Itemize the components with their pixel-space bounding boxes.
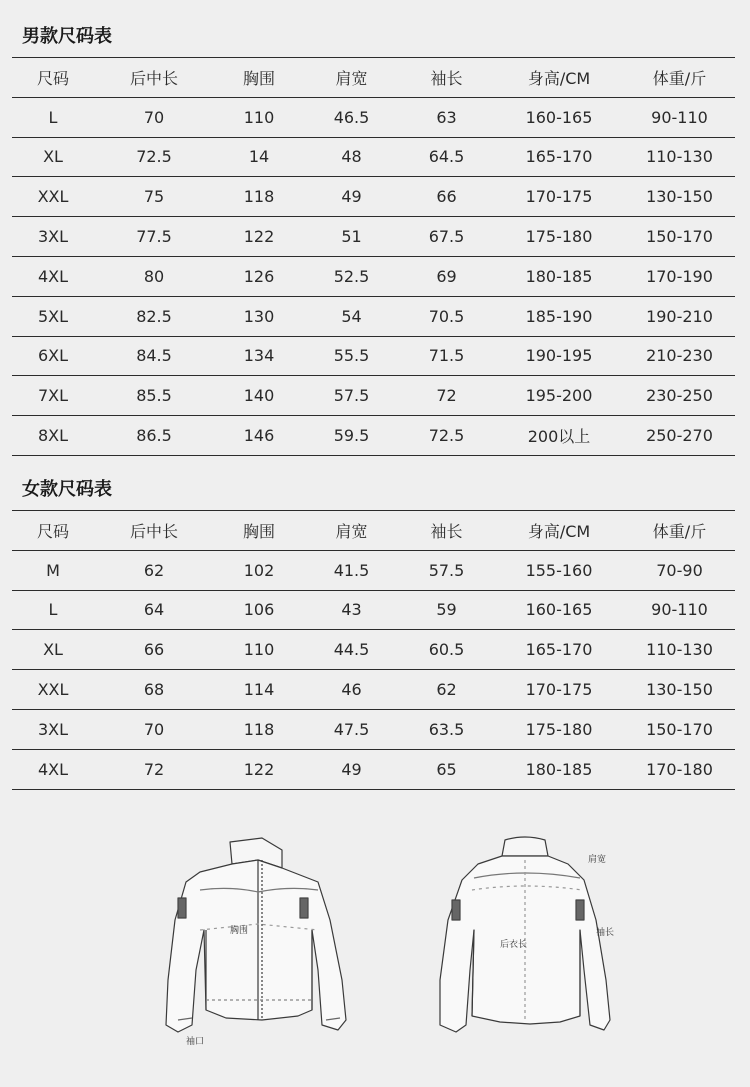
column-header: 尺码 <box>12 511 94 551</box>
chest-label: 胸围 <box>230 926 249 936</box>
table-cell: 170-180 <box>624 749 735 789</box>
table-cell: 70.5 <box>399 296 494 336</box>
table-cell: 170-190 <box>624 256 735 296</box>
table-cell: 230-250 <box>624 376 735 416</box>
table-cell: 118 <box>214 709 304 749</box>
cuff-label: 袖口 <box>186 1037 205 1047</box>
table-cell: 150-170 <box>624 709 735 749</box>
table-cell: XXL <box>12 670 94 710</box>
table-cell: 68 <box>94 670 214 710</box>
table-row <box>12 137 735 177</box>
table-cell: 170-175 <box>494 670 624 710</box>
table-row <box>12 336 735 376</box>
table-cell: 60.5 <box>399 630 494 670</box>
table-cell: M <box>12 550 94 590</box>
table-cell: L <box>12 97 94 137</box>
table-cell: 90-110 <box>624 590 735 630</box>
table-cell: 6XL <box>12 336 94 376</box>
table-cell: 150-170 <box>624 217 735 257</box>
table-cell: 130-150 <box>624 670 735 710</box>
table-cell: 3XL <box>12 709 94 749</box>
table-cell: 180-185 <box>494 749 624 789</box>
table-cell: 190-210 <box>624 296 735 336</box>
table-cell: 70-90 <box>624 550 735 590</box>
table-cell: 64.5 <box>399 137 494 177</box>
table-cell: 122 <box>214 749 304 789</box>
table-cell: 86.5 <box>94 416 214 456</box>
table-cell: 51 <box>304 217 399 257</box>
column-header: 肩宽 <box>304 58 399 98</box>
table-cell: 4XL <box>12 256 94 296</box>
men-size-table <box>12 57 735 456</box>
table-cell: 175-180 <box>494 217 624 257</box>
table-cell: L <box>12 590 94 630</box>
jacket-measurement-illustration <box>0 820 750 1070</box>
table-cell: 67.5 <box>399 217 494 257</box>
column-header: 袖长 <box>399 58 494 98</box>
back-length-label: 后衣长 <box>500 940 528 950</box>
table-cell: 63 <box>399 97 494 137</box>
table-cell: 190-195 <box>494 336 624 376</box>
table-cell: 200以上 <box>494 416 624 456</box>
table-cell: 180-185 <box>494 256 624 296</box>
table-row <box>12 749 735 789</box>
table-cell: 195-200 <box>494 376 624 416</box>
table-row <box>12 709 735 749</box>
table-cell: 62 <box>399 670 494 710</box>
column-header: 身高/CM <box>494 511 624 551</box>
table-cell: 85.5 <box>94 376 214 416</box>
table-row <box>12 590 735 630</box>
column-header: 后中长 <box>94 511 214 551</box>
table-cell: 49 <box>304 749 399 789</box>
table-cell: 250-270 <box>624 416 735 456</box>
table-cell: 54 <box>304 296 399 336</box>
column-header: 后中长 <box>94 58 214 98</box>
table-cell: 175-180 <box>494 709 624 749</box>
table-cell: 106 <box>214 590 304 630</box>
table-cell: 14 <box>214 137 304 177</box>
table-cell: 5XL <box>12 296 94 336</box>
table-row <box>12 416 735 456</box>
table-header-row <box>12 58 735 98</box>
table-cell: 52.5 <box>304 256 399 296</box>
table-cell: 47.5 <box>304 709 399 749</box>
table-cell: 185-190 <box>494 296 624 336</box>
table-cell: 102 <box>214 550 304 590</box>
table-cell: 66 <box>399 177 494 217</box>
sleeve-length-label: 袖长 <box>596 928 615 938</box>
table-cell: 165-170 <box>494 137 624 177</box>
table-cell: 3XL <box>12 217 94 257</box>
table-cell: 72.5 <box>399 416 494 456</box>
column-header: 体重/斤 <box>624 58 735 98</box>
table-cell: XXL <box>12 177 94 217</box>
table-cell: 77.5 <box>94 217 214 257</box>
table-cell: 46 <box>304 670 399 710</box>
table-cell: 110 <box>214 630 304 670</box>
table-row <box>12 376 735 416</box>
table-cell: 72 <box>399 376 494 416</box>
table-row <box>12 177 735 217</box>
table-cell: 66 <box>94 630 214 670</box>
table-row <box>12 296 735 336</box>
table-cell: 72.5 <box>94 137 214 177</box>
table-cell: XL <box>12 137 94 177</box>
table-cell: 165-170 <box>494 630 624 670</box>
column-header: 袖长 <box>399 511 494 551</box>
table-cell: 80 <box>94 256 214 296</box>
table-cell: 118 <box>214 177 304 217</box>
table-cell: XL <box>12 630 94 670</box>
table-row <box>12 550 735 590</box>
table-cell: 160-165 <box>494 590 624 630</box>
table-cell: 62 <box>94 550 214 590</box>
table-cell: 90-110 <box>624 97 735 137</box>
table-cell: 155-160 <box>494 550 624 590</box>
table-cell: 82.5 <box>94 296 214 336</box>
table-cell: 114 <box>214 670 304 710</box>
table-cell: 70 <box>94 97 214 137</box>
table-cell: 140 <box>214 376 304 416</box>
table-cell: 65 <box>399 749 494 789</box>
table-cell: 69 <box>399 256 494 296</box>
table-cell: 72 <box>94 749 214 789</box>
column-header: 尺码 <box>12 58 94 98</box>
table-cell: 41.5 <box>304 550 399 590</box>
jacket-back-drawing <box>440 837 610 1032</box>
table-cell: 48 <box>304 137 399 177</box>
column-header: 体重/斤 <box>624 511 735 551</box>
table-cell: 59 <box>399 590 494 630</box>
table-cell: 46.5 <box>304 97 399 137</box>
column-header: 胸围 <box>214 511 304 551</box>
women-size-table <box>12 510 735 790</box>
table-cell: 110 <box>214 97 304 137</box>
table-cell: 59.5 <box>304 416 399 456</box>
table-row <box>12 256 735 296</box>
table-row <box>12 670 735 710</box>
table-cell: 64 <box>94 590 214 630</box>
table-cell: 122 <box>214 217 304 257</box>
table-cell: 71.5 <box>399 336 494 376</box>
table-cell: 63.5 <box>399 709 494 749</box>
table-cell: 134 <box>214 336 304 376</box>
jacket-front-drawing <box>166 838 346 1032</box>
column-header: 胸围 <box>214 58 304 98</box>
table-cell: 7XL <box>12 376 94 416</box>
table-row <box>12 630 735 670</box>
shoulder-label: 肩宽 <box>588 855 607 865</box>
column-header: 肩宽 <box>304 511 399 551</box>
table-cell: 130 <box>214 296 304 336</box>
table-cell: 160-165 <box>494 97 624 137</box>
table-cell: 70 <box>94 709 214 749</box>
column-header: 身高/CM <box>494 58 624 98</box>
table-cell: 49 <box>304 177 399 217</box>
table-cell: 210-230 <box>624 336 735 376</box>
table-cell: 110-130 <box>624 630 735 670</box>
table-cell: 110-130 <box>624 137 735 177</box>
table-cell: 170-175 <box>494 177 624 217</box>
table-cell: 57.5 <box>304 376 399 416</box>
table-row <box>12 97 735 137</box>
table-cell: 8XL <box>12 416 94 456</box>
men-size-chart-title: 男款尺码表 <box>22 26 112 47</box>
table-header-row <box>12 511 735 551</box>
women-size-chart-title: 女款尺码表 <box>22 479 112 500</box>
table-cell: 130-150 <box>624 177 735 217</box>
table-cell: 75 <box>94 177 214 217</box>
table-cell: 84.5 <box>94 336 214 376</box>
table-cell: 146 <box>214 416 304 456</box>
table-row <box>12 217 735 257</box>
table-cell: 55.5 <box>304 336 399 376</box>
table-cell: 4XL <box>12 749 94 789</box>
table-cell: 44.5 <box>304 630 399 670</box>
table-cell: 43 <box>304 590 399 630</box>
table-cell: 57.5 <box>399 550 494 590</box>
table-cell: 126 <box>214 256 304 296</box>
